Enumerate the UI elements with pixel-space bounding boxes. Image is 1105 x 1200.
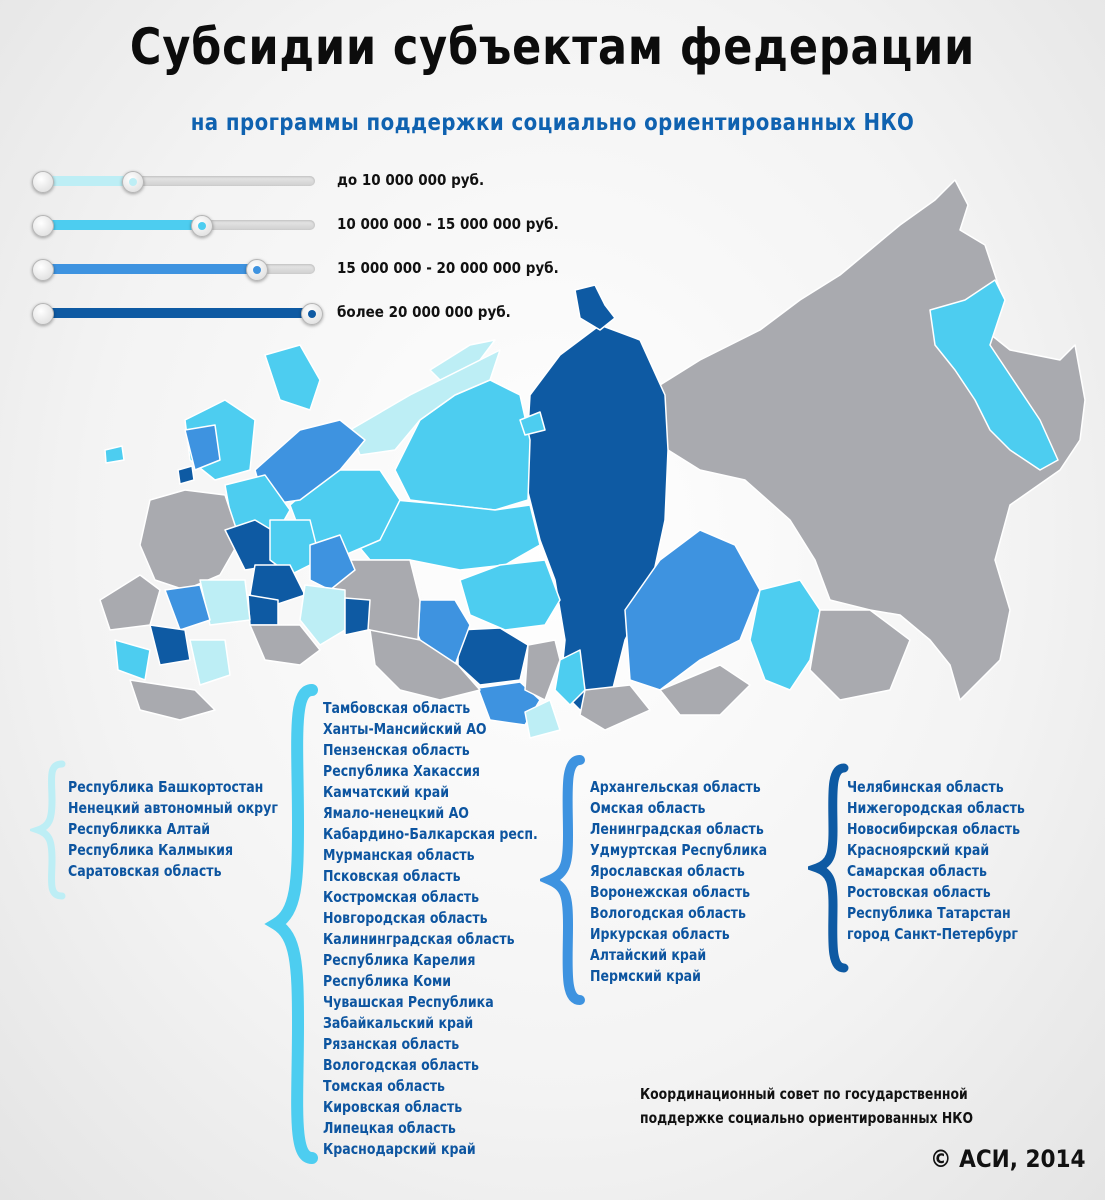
map-region-amur-grey: [810, 610, 910, 700]
map-region-chelyabinsk: [345, 598, 370, 635]
map-region-murmansk: [265, 345, 320, 410]
region-list-item: Ханты-Мансийский АО: [323, 720, 487, 738]
credit-text: Координационный совет по государственной поддержке социально ориентированных НКО: [640, 1085, 974, 1127]
map-region-taymyr-islands: [575, 285, 615, 330]
map-region-tuva-grey: [580, 685, 650, 730]
copyright-text: © АСИ, 2014: [930, 1145, 1086, 1173]
regions-10-15m-list: [323, 698, 554, 1160]
legend-label: 10 000 000 - 15 000 000 руб.: [337, 215, 559, 233]
region-list-item: Красноярский край: [847, 841, 990, 859]
region-list-item: Липецкая область: [323, 1119, 456, 1137]
region-list-item: Архангельская область: [590, 778, 761, 796]
region-list-item: Республика Коми: [323, 972, 452, 990]
region-list-item: Ненецкий автономный округ: [68, 799, 278, 817]
brace-10-15m-icon: [262, 684, 322, 1164]
region-list-item: Томская область: [323, 1077, 446, 1095]
region-list-item: Камчатский край: [323, 783, 450, 801]
brace-15-20m-icon: [540, 755, 590, 1005]
region-list-item: Рязанская область: [323, 1035, 460, 1053]
region-list-item: Псковская область: [323, 867, 461, 885]
map-region-west-grey: [100, 575, 160, 630]
region-list-item: город Санкт-Петербург: [847, 925, 1018, 943]
region-list-item: Кабардино-Балкарская респ.: [323, 825, 538, 843]
region-list-item: Костромская область: [323, 888, 480, 906]
region-list-item: Ростовская область: [847, 883, 991, 901]
region-list-item: Республика Хакассия: [323, 762, 480, 780]
regions-15-20m-list: [590, 777, 780, 987]
region-list-item: Новосибирская область: [847, 820, 1021, 838]
regions-over-20m-list: [847, 777, 1038, 945]
map-region-rostov: [150, 625, 190, 665]
page-subtitle: на программы поддержки социально ориентированных НКО: [190, 110, 915, 136]
map-region-central-grey: [140, 490, 240, 590]
region-list-item: Калининградская область: [323, 930, 515, 948]
region-list-item: Новгородская область: [323, 909, 488, 927]
page-title: Субсидии субъектам федерации: [129, 18, 976, 76]
region-list-item: Забайкальский край: [323, 1014, 474, 1032]
region-list-item: Чувашская Республика: [323, 993, 494, 1011]
legend-label: до 10 000 000 руб.: [337, 171, 485, 189]
region-list-item: Ямало-ненецкий АО: [323, 804, 469, 822]
region-list-item: Самарская область: [847, 862, 987, 880]
region-list-item: Тамбовская область: [323, 699, 471, 717]
map-region-kaliningrad: [105, 446, 124, 463]
brace-under-10m-icon: [30, 760, 70, 900]
region-list-item: Республикка Алтай: [68, 820, 211, 838]
region-list-item: Омская область: [590, 799, 706, 817]
map-region-caucasus-grey: [130, 680, 215, 720]
map-region-zabaykalsky: [750, 580, 820, 690]
map-region-kemerovo-grey: [525, 640, 560, 700]
map-region-kalmykia: [190, 640, 230, 685]
region-list-item: Республика Калмыкия: [68, 841, 234, 859]
region-list-item: Республика Башкортостан: [68, 778, 264, 796]
legend-label: 15 000 000 - 20 000 000 руб.: [337, 259, 559, 277]
region-list-item: Мурманская область: [323, 846, 475, 864]
region-list-item: Пензенская область: [323, 741, 470, 759]
region-list-item: Краснодарский край: [323, 1140, 476, 1158]
region-list-item: Челябинская область: [847, 778, 1004, 796]
map-region-spb: [178, 466, 194, 484]
region-list-item: Нижегородская область: [847, 799, 1025, 817]
region-list-item: Вологодская область: [323, 1056, 479, 1074]
region-list-item: Саратовская область: [68, 862, 222, 880]
map-region-krasnodar: [115, 640, 150, 680]
region-list-item: Республика Карелия: [323, 951, 476, 969]
region-list-item: Пермский край: [590, 967, 701, 985]
region-list-item: Вологодская область: [590, 904, 746, 922]
region-list-item: Ярославская область: [590, 862, 745, 880]
region-list-item: Кировская область: [323, 1098, 463, 1116]
region-list-item: Республика Татарстан: [847, 904, 1011, 922]
map-region-tomsk: [460, 560, 560, 630]
map-region-samara: [248, 595, 278, 625]
region-list-item: Алтайский край: [590, 946, 707, 964]
legend-label: более 20 000 000 руб.: [337, 303, 511, 321]
region-list-item: Удмуртская Республика: [590, 841, 768, 859]
region-list-item: Иркурская область: [590, 925, 730, 943]
region-list-item: Ленинградская область: [590, 820, 764, 838]
regions-under-10m-list: [68, 777, 294, 882]
region-list-item: Воронежская область: [590, 883, 751, 901]
